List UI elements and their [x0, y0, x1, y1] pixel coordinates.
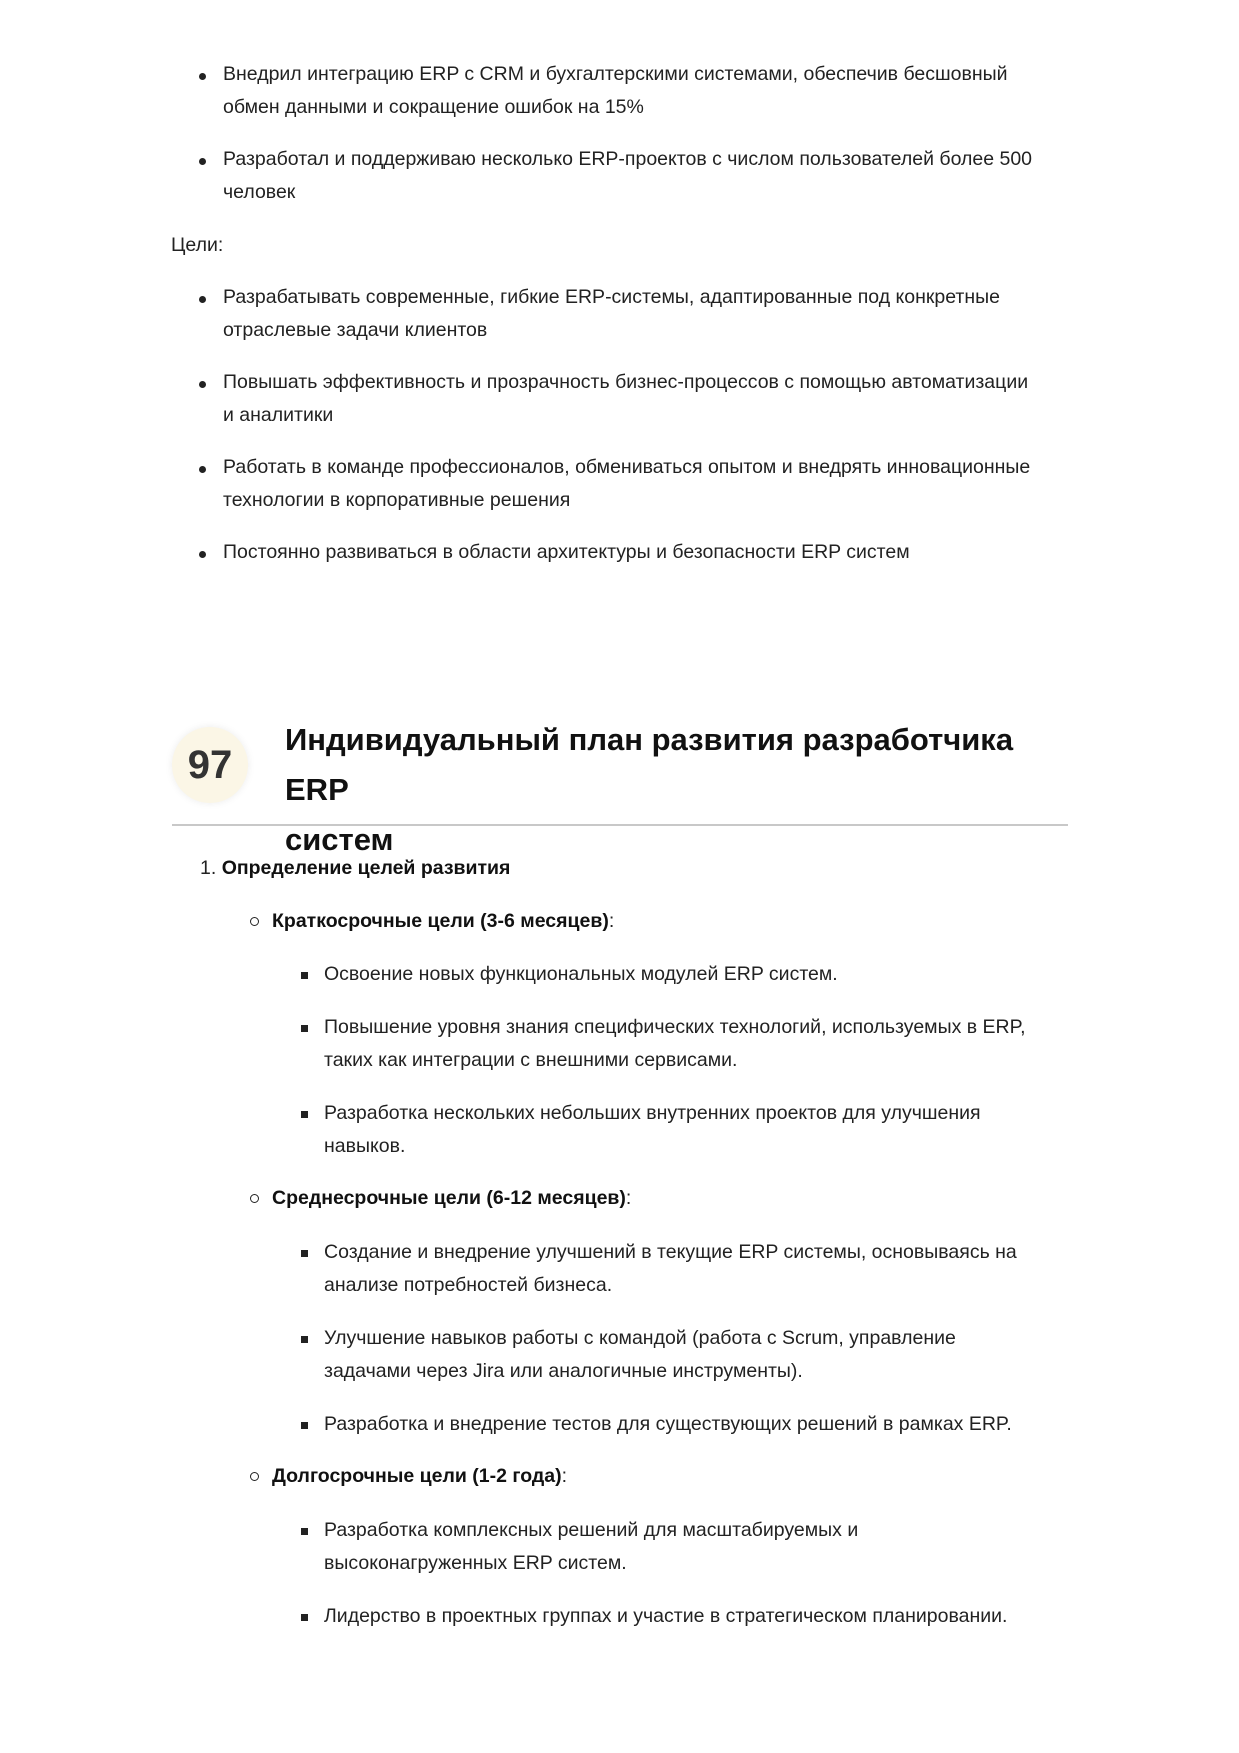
square-bullet-icon	[301, 1111, 308, 1118]
square-bullet-icon	[301, 1025, 308, 1032]
item-number: 1.	[200, 857, 217, 879]
bullet-icon	[199, 381, 206, 388]
bullet-icon	[199, 158, 206, 165]
list-item: Освоение новых функциональных модулей ERP систем.	[324, 963, 838, 985]
circle-bullet-icon	[250, 917, 259, 926]
item-title: Определение целей развития	[221, 857, 511, 879]
square-bullet-icon	[301, 972, 308, 979]
bullet-icon	[199, 73, 206, 80]
short-term-heading: Краткосрочные цели (3-6 месяцев):	[272, 910, 615, 932]
plan-item-1	[200, 852, 510, 885]
mid-term-heading: Среднесрочные цели (6-12 месяцев):	[272, 1187, 632, 1209]
list-item: Работать в команде профессионалов, обмениваться опытом и внедрять инновационные технологии в корпоративные решения	[223, 456, 1031, 511]
list-item: Создание и внедрение улучшений в текущие ERP системы, основываясь на анализе потребностей бизнеса.	[324, 1241, 1017, 1296]
goals-label: Цели:	[171, 234, 224, 256]
list-item: Разработал и поддерживаю несколько ERP-проектов с числом пользователей более 500 человек	[223, 148, 1033, 203]
list-item: Разработка нескольких небольших внутренних проектов для улучшения навыков.	[324, 1102, 981, 1157]
list-item: Повышать эффективность и прозрачность бизнес-процессов с помощью автоматизации и аналитики	[223, 371, 1029, 426]
square-bullet-icon	[301, 1422, 308, 1429]
section-title: Индивидуальный план развития разработчика ERP систем	[285, 722, 1014, 857]
square-bullet-icon	[301, 1336, 308, 1343]
square-bullet-icon	[301, 1528, 308, 1535]
section-number-badge: 97	[172, 727, 248, 803]
circle-bullet-icon	[250, 1194, 259, 1203]
list-item: Внедрил интеграцию ERP с CRM и бухгалтерскими системами, обеспечив бесшовный обмен данными и сокращение ошибок на 15%	[223, 63, 1008, 118]
long-term-heading: Долгосрочные цели (1-2 года):	[272, 1465, 568, 1487]
bullet-icon	[199, 296, 206, 303]
list-item: Постоянно развиваться в области архитектуры и безопасности ERP систем	[223, 541, 910, 563]
bullet-icon	[199, 466, 206, 473]
list-item: Разрабатывать современные, гибкие ERP-системы, адаптированные под конкретные отраслевые задачи клиентов	[223, 286, 1000, 341]
square-bullet-icon	[301, 1614, 308, 1621]
list-item: Улучшение навыков работы с командой (работа с Scrum, управление задачами через Jira или аналогичные инструменты).	[324, 1327, 956, 1382]
square-bullet-icon	[301, 1250, 308, 1257]
list-item: Разработка и внедрение тестов для существующих решений в рамках ERP.	[324, 1413, 1012, 1435]
circle-bullet-icon	[250, 1472, 259, 1481]
list-item: Разработка комплексных решений для масштабируемых и высоконагруженных ERP систем.	[324, 1519, 859, 1574]
bullet-icon	[199, 551, 206, 558]
list-item: Лидерство в проектных группах и участие в стратегическом планировании.	[324, 1605, 1008, 1627]
section-heading	[172, 715, 1068, 857]
list-item: Повышение уровня знания специфических технологий, используемых в ERP, таких как интеграции с внешними сервисами.	[324, 1016, 1026, 1071]
